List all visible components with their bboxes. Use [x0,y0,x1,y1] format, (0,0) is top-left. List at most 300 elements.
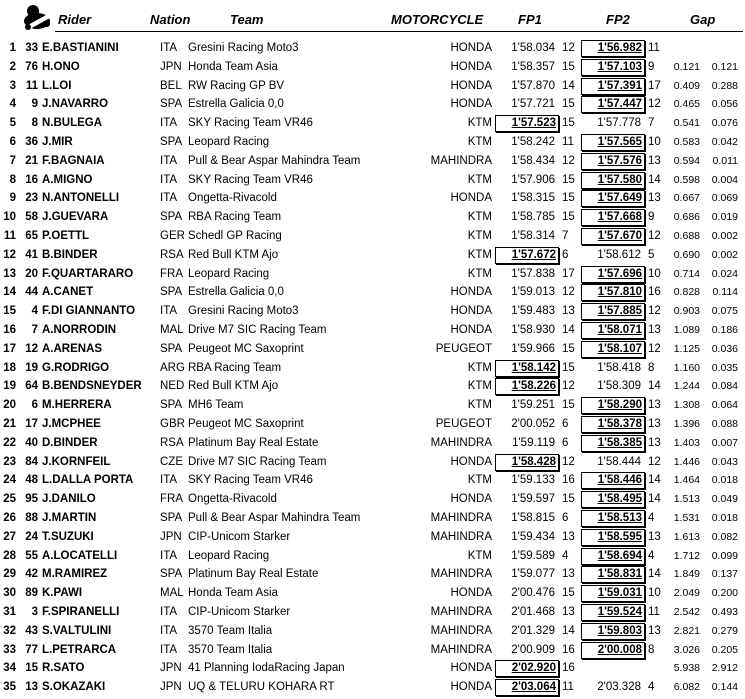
fp2-lap-cell: 14 [648,474,661,487]
gap-first-cell: 1.849 [673,568,700,581]
rider-name-cell: A.CANET [42,286,94,299]
table-row [0,266,745,285]
header-gap: Gap [690,12,716,27]
motorcycle-cell: HONDA [450,60,492,73]
motorcycle-cell: HONDA [450,305,492,318]
table-row [0,623,745,642]
team-cell: Leopard Racing [188,549,270,562]
fp1-time-cell: 2'00.909 [511,643,555,656]
table-row [0,360,745,379]
fp2-time-cell: 1'57.103 [581,59,645,76]
rider-name-cell: E.BASTIANINI [42,42,119,54]
gap-first-cell: 0.409 [673,79,700,92]
rider-name-cell: S.VALTULINI [42,624,112,637]
fp2-lap-cell: 4 [648,681,655,694]
gap-previous-cell: 0.011 [712,154,738,167]
nation-cell: ITA [160,117,178,130]
fp2-time-cell: 1'57.668 [581,209,645,226]
gap-first-cell: 0.598 [673,173,700,186]
position-cell: 35 [3,681,16,694]
motorcycle-cell: HONDA [450,493,492,506]
rider-name-cell: S.OKAZAKI [42,681,106,694]
fp2-time-cell: 1'58.444 [597,455,641,468]
table-row [0,209,745,228]
position-cell: 27 [3,530,16,543]
gap-previous-cell: 0.024 [711,267,738,280]
fp2-time-cell: 1'57.391 [581,78,645,95]
position-cell: 7 [9,154,16,167]
fp1-lap-cell: 16 [562,474,575,487]
fp1-time-cell: 1'59.133 [511,474,555,487]
fp2-lap-cell: 12 [648,98,661,111]
fp2-time-cell: 1'59.031 [581,585,645,602]
nation-cell: SPA [160,211,183,224]
fp2-lap-cell: 14 [648,380,661,393]
rider-number-cell: 23 [25,192,38,205]
table-header [0,0,745,34]
position-cell: 6 [9,135,16,148]
motorcycle-cell: HONDA [450,455,492,468]
fp1-lap-cell: 13 [562,530,575,543]
rider-number-cell: 58 [25,211,38,224]
rider-number-cell: 21 [25,154,38,167]
nation-cell: ITA [160,624,178,637]
fp1-lap-cell: 14 [562,323,575,336]
motorcycle-cell: HONDA [450,662,492,675]
team-cell: RBA Racing Team [188,361,282,374]
table-row [0,585,745,604]
table-row [0,247,745,266]
fp2-lap-cell: 14 [648,493,661,506]
nation-cell: ITA [160,154,178,167]
team-cell: RW Racing GP BV [188,79,285,92]
fp1-time-cell: 1'57.672 [495,247,559,264]
motorcycle-cell: KTM [467,380,492,393]
motorcycle-cell: PEUGEOT [435,342,492,355]
rider-name-cell: J.MCPHEE [42,417,101,430]
motorcycle-cell: HONDA [450,323,492,336]
rider-name-cell: P.OETTL [42,229,90,242]
rider-number-cell: 15 [25,662,38,675]
fp2-time-cell: 1'56.982 [581,40,645,57]
nation-cell: JPN [160,681,182,694]
gap-first-cell: 0.594 [673,154,700,167]
motorcycle-cell: KTM [467,399,492,412]
fp1-lap-cell: 15 [562,117,575,130]
gap-previous-cell: 0.088 [711,417,738,430]
gap-first-cell: 1.446 [673,455,700,468]
position-cell: 17 [3,342,16,355]
fp2-lap-cell: 10 [648,267,661,280]
rider-number-cell: 33 [25,42,38,54]
gap-first-cell: 1.160 [673,361,700,374]
position-cell: 23 [3,455,16,468]
fp1-lap-cell: 15 [562,192,575,205]
position-cell: 29 [3,568,16,581]
rider-number-cell: 43 [25,624,38,637]
rider-number-cell: 65 [25,229,38,242]
team-cell: 3570 Team Italia [188,624,273,637]
header-fp2: FP2 [606,12,630,27]
fp2-lap-cell: 4 [648,511,655,524]
fp1-time-cell: 1'59.119 [512,436,555,449]
motorcycle-cell: HONDA [450,79,492,92]
gap-previous-cell: 0.043 [711,455,738,468]
nation-cell: MAL [160,323,184,336]
team-cell: Peugeot MC Saxoprint [188,342,304,355]
table-row [0,510,745,529]
nation-cell: FRA [160,267,183,280]
fp2-lap-cell: 11 [648,42,660,54]
rider-name-cell: M.HERRERA [42,399,112,412]
rider-number-cell: 40 [25,436,38,449]
rider-name-cell: F.BAGNAIA [42,154,105,167]
table-row [0,435,745,454]
motorcycle-cell: KTM [467,173,492,186]
gap-first-cell: 0.583 [673,135,700,148]
nation-cell: ITA [160,605,178,618]
position-cell: 9 [9,192,16,205]
gap-previous-cell: 0.064 [711,399,738,412]
fp1-lap-cell: 6 [562,248,569,261]
position-cell: 24 [3,474,16,487]
position-cell: 31 [3,605,16,618]
position-cell: 20 [3,399,16,412]
fp1-time-cell: 1'59.251 [511,399,555,412]
table-row [0,115,745,134]
fp1-lap-cell: 11 [562,681,574,694]
gap-previous-cell: 0.121 [711,60,738,73]
fp2-time-cell: 1'57.576 [581,153,645,170]
rider-name-cell: A.MIGNO [42,173,93,186]
gap-previous-cell: 0.018 [711,511,738,524]
gap-previous-cell: 0.205 [711,643,738,656]
gap-previous-cell: 0.004 [711,173,738,186]
gap-previous-cell: 0.002 [711,229,738,242]
gap-first-cell: 0.690 [673,248,700,261]
team-cell: SKY Racing Team VR46 [188,474,313,487]
motorcycle-cell: HONDA [450,681,492,694]
fp2-time-cell: 1'58.446 [581,472,645,489]
motorcycle-cell: PEUGEOT [435,417,492,430]
gap-first-cell: 1.513 [673,493,700,506]
fp2-time-cell: 1'57.670 [581,228,645,245]
team-cell: Estrella Galicia 0,0 [188,286,284,299]
fp1-time-cell: 1'58.242 [511,135,555,148]
gap-previous-cell: 0.036 [711,342,738,355]
gap-first-cell: 2.821 [673,624,700,637]
fp1-lap-cell: 15 [562,587,575,600]
motorcycle-cell: MAHINDRA [430,511,492,524]
gap-previous-cell: 0.076 [711,117,738,130]
gap-first-cell: 6.082 [673,681,700,694]
fp2-lap-cell: 13 [648,530,661,543]
team-cell: Platinum Bay Real Estate [188,568,319,581]
gap-previous-cell: 0.056 [711,98,738,111]
rider-number-cell: 11 [25,79,38,92]
fp2-lap-cell: 7 [648,117,655,130]
nation-cell: SPA [160,568,183,581]
fp2-time-cell: 1'59.524 [581,604,645,621]
position-cell: 22 [3,436,16,449]
team-cell: Pull & Bear Aspar Mahindra Team [188,511,361,524]
rider-number-cell: 42 [25,568,38,581]
fp2-lap-cell: 13 [648,192,661,205]
motorcycle-cell: MAHINDRA [430,605,492,618]
motorcycle-cell: KTM [467,248,492,261]
rider-number-cell: 7 [31,323,38,336]
team-cell: SKY Racing Team VR46 [188,117,313,130]
gap-previous-cell: 0.279 [711,624,738,637]
team-cell: 3570 Team Italia [188,643,273,656]
fp1-time-cell: 2'02.920 [495,660,559,677]
nation-cell: RSA [160,436,184,449]
fp2-lap-cell: 13 [648,417,661,430]
fp1-time-cell: 1'59.434 [511,530,555,543]
gap-first-cell: 1.403 [673,436,700,449]
table-row [0,40,745,59]
rider-name-cell: A.ARENAS [42,342,103,355]
fp1-lap-cell: 15 [562,361,575,374]
fp2-time-cell: 1'59.803 [581,623,645,640]
gap-first-cell: 1.125 [673,342,700,355]
team-cell: 41 Planning IodaRacing Japan [188,662,345,675]
table-row [0,228,745,247]
position-cell: 10 [3,211,16,224]
fp2-time-cell: 1'58.418 [597,361,641,374]
rider-number-cell: 6 [31,399,38,412]
rider-name-cell: L.LOI [42,79,72,92]
team-cell: Ongetta-Rivacold [188,192,277,205]
position-cell: 16 [3,323,16,336]
fp2-lap-cell: 9 [648,211,655,224]
position-cell: 33 [3,643,16,656]
fp1-lap-cell: 16 [562,643,575,656]
fp1-time-cell: 1'58.434 [511,154,555,167]
position-cell: 19 [3,380,16,393]
gap-previous-cell: 0.493 [711,605,738,618]
team-cell: Pull & Bear Aspar Mahindra Team [188,154,361,167]
fp1-lap-cell: 12 [562,455,575,468]
gap-first-cell: 0.686 [673,211,700,224]
gap-first-cell: 1.613 [673,530,700,543]
rider-number-cell: 41 [25,248,38,261]
nation-cell: SPA [160,511,183,524]
rider-name-cell: J.MARTIN [42,511,97,524]
gap-first-cell: 0.121 [673,60,700,73]
fp2-lap-cell: 14 [648,173,661,186]
motorcycle-cell: MAHINDRA [430,154,492,167]
fp2-lap-cell: 4 [648,549,655,562]
gap-previous-cell: 0.019 [711,211,738,224]
team-cell: CIP-Unicom Starker [188,530,291,543]
nation-cell: NED [160,380,185,393]
table-row [0,172,745,191]
rider-number-cell: 24 [25,530,38,543]
fp1-time-cell: 1'59.589 [511,549,555,562]
team-cell: Peugeot MC Saxoprint [188,417,304,430]
position-cell: 8 [9,173,16,186]
motorcycle-cell: MAHINDRA [430,568,492,581]
gap-previous-cell: 0.007 [711,436,738,449]
fp1-time-cell: 1'58.930 [511,323,555,336]
gap-previous-cell: 0.018 [711,474,738,487]
fp2-lap-cell: 8 [648,643,655,656]
fp1-lap-cell: 11 [562,135,574,148]
team-cell: Platinum Bay Real Estate [188,436,319,449]
gap-previous-cell: 0.035 [711,361,738,374]
fp1-time-cell: 1'59.483 [511,305,555,318]
fp1-lap-cell: 14 [562,624,575,637]
nation-cell: SPA [160,135,183,148]
rider-number-cell: 17 [25,417,38,430]
fp2-lap-cell: 9 [648,60,655,73]
fp1-time-cell: 1'59.013 [511,286,555,299]
header-fp1: FP1 [518,12,542,27]
nation-cell: ITA [160,42,178,54]
position-cell: 13 [3,267,16,280]
position-cell: 15 [3,305,16,318]
fp1-time-cell: 2'01.468 [511,605,555,618]
position-cell: 5 [9,117,16,130]
fp2-lap-cell: 12 [648,455,661,468]
team-cell: Drive M7 SIC Racing Team [188,323,327,336]
position-cell: 11 [3,229,16,242]
nation-cell: ITA [160,192,178,205]
table-row [0,96,745,115]
table-row [0,454,745,473]
nation-cell: ITA [160,173,178,186]
fp1-lap-cell: 12 [562,154,575,167]
header-rider: Rider [58,12,92,27]
team-cell: Leopard Racing [188,267,270,280]
fp1-time-cell: 1'58.142 [495,360,559,377]
nation-cell: JPN [160,530,182,543]
rider-name-cell: A.NORRODIN [42,323,117,336]
motorcycle-rider-icon [22,4,52,31]
nation-cell: JPN [160,662,182,675]
motorcycle-cell: KTM [467,135,492,148]
position-cell: 32 [3,624,16,637]
table-row [0,341,745,360]
rider-number-cell: 64 [25,380,38,393]
table-row [0,78,745,97]
rider-name-cell: B.BINDER [42,248,98,261]
fp1-time-cell: 2'01.329 [511,624,555,637]
table-row [0,397,745,416]
nation-cell: ITA [160,305,178,318]
table-row [0,190,745,209]
fp2-time-cell: 1'58.612 [597,248,641,261]
motorcycle-cell: KTM [467,549,492,562]
fp2-lap-cell: 10 [648,587,661,600]
fp1-lap-cell: 16 [562,662,575,675]
motorcycle-cell: KTM [467,267,492,280]
table-row [0,322,745,341]
rider-number-cell: 16 [25,173,38,186]
table-row [0,548,745,567]
rider-number-cell: 44 [25,286,38,299]
rider-name-cell: N.ANTONELLI [42,192,120,205]
nation-cell: MAL [160,587,184,600]
gap-previous-cell: 0.099 [711,549,738,562]
position-cell: 28 [3,549,16,562]
fp1-time-cell: 1'57.906 [511,173,555,186]
table-row [0,134,745,153]
table-row [0,566,745,585]
fp2-time-cell: 2'00.008 [581,642,645,659]
table-row [0,529,745,548]
rider-name-cell: F.DI GIANNANTO [42,305,136,318]
team-cell: RBA Racing Team [188,211,282,224]
rider-number-cell: 77 [25,643,38,656]
rider-name-cell: J.GUEVARA [42,211,109,224]
nation-cell: GBR [160,417,185,430]
nation-cell: BEL [160,79,182,92]
gap-previous-cell: 0.114 [712,286,738,299]
rider-name-cell: D.BINDER [42,436,98,449]
nation-cell: ITA [160,549,178,562]
fp1-time-cell: 2'00.052 [511,417,555,430]
team-cell: SKY Racing Team VR46 [188,173,313,186]
fp2-time-cell: 1'58.385 [581,435,645,452]
gap-previous-cell: 0.049 [711,493,738,506]
nation-cell: ITA [160,643,178,656]
fp2-time-cell: 1'57.696 [581,266,645,283]
rider-name-cell: J.DANILO [42,493,96,506]
gap-first-cell: 0.541 [673,117,700,130]
rider-name-cell: A.LOCATELLI [42,549,118,562]
nation-cell: SPA [160,399,183,412]
fp1-lap-cell: 6 [562,417,569,430]
rider-name-cell: T.SUZUKI [42,530,94,543]
fp2-time-cell: 1'58.290 [581,397,645,414]
table-row [0,59,745,78]
rider-number-cell: 13 [25,681,38,694]
rider-number-cell: 8 [31,117,38,130]
rider-name-cell: R.SATO [42,662,85,675]
motorcycle-cell: HONDA [450,192,492,205]
fp1-time-cell: 1'58.314 [511,229,555,242]
fp1-time-cell: 1'58.357 [511,60,555,73]
fp2-lap-cell: 13 [648,399,661,412]
fp2-time-cell: 1'57.778 [597,117,641,130]
header-divider [55,31,743,32]
gap-previous-cell: 0.082 [711,530,738,543]
gap-first-cell: 1.089 [673,323,700,336]
gap-first-cell: 1.396 [673,417,700,430]
fp2-time-cell: 1'58.378 [581,416,645,433]
fp1-lap-cell: 12 [562,286,575,299]
fp2-lap-cell: 17 [648,79,661,92]
position-cell: 4 [9,98,16,111]
gap-previous-cell: 0.288 [711,79,738,92]
table-row [0,472,745,491]
rider-number-cell: 4 [31,305,38,318]
gap-previous-cell: 2.912 [711,662,738,675]
nation-cell: RSA [160,248,184,261]
gap-first-cell: 0.688 [673,229,700,242]
fp2-time-cell: 1'57.810 [581,284,645,301]
fp2-time-cell: 2'03.328 [597,681,641,694]
motorcycle-cell: MAHINDRA [430,624,492,637]
rider-name-cell: G.RODRIGO [42,361,110,374]
motorcycle-cell: MAHINDRA [430,436,492,449]
gap-first-cell: 2.542 [673,605,700,618]
fp2-time-cell: 1'57.580 [581,172,645,189]
rider-name-cell: F.SPIRANELLI [42,605,120,618]
position-cell: 25 [3,493,16,506]
